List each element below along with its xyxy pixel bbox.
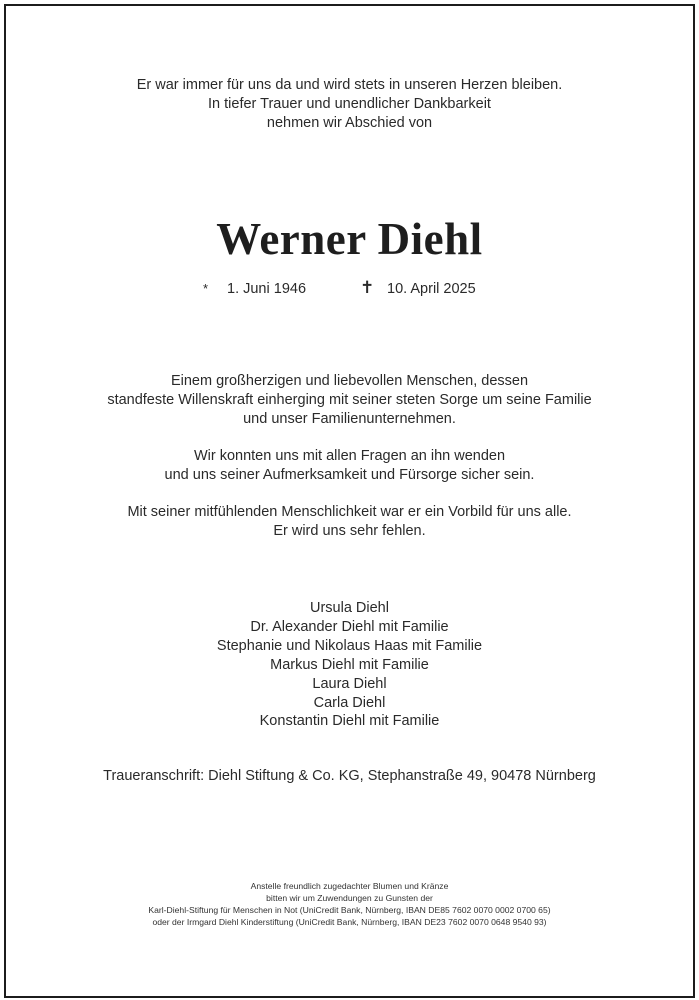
tribute-line: Einem großherzigen und liebevollen Menschen, dessen [170,373,529,389]
tribute-line: Wir konnten uns mit allen Fragen an ihn wenden [193,448,506,464]
intro-line: In tiefer Trauer und unendlicher Dankbarkeit [208,96,491,112]
birth-star-icon: * [203,281,209,296]
family-member: Ursula Diehl [310,600,389,616]
tribute-line: Mit seiner mitfühlenden Menschlichkeit war er ein Vorbild für uns alle. [127,504,572,520]
family-list [0,599,699,731]
donation-note [0,880,699,928]
death-cross-icon: ✝ [360,278,375,297]
birth-date: 1. Juni 1946 [227,281,307,297]
intro-text [0,76,699,133]
intro-line: nehmen wir Abschied von [266,115,433,131]
tribute-paragraph [0,372,699,429]
family-member: Markus Diehl mit Familie [270,656,429,673]
life-dates [0,279,699,301]
mourning-address: Traueranschrift: Diehl Stiftung & Co. KG, Stephanstraße 49, 90478 Nürnberg [103,768,596,784]
death-date: 10. April 2025 [387,281,476,297]
tribute-line: Er wird uns sehr fehlen. [273,523,426,539]
intro-line: Er war immer für uns da und wird stets in unseren Herzen bleiben. [136,77,563,93]
tribute-text [0,372,699,559]
family-member: Konstantin Diehl mit Familie [259,713,440,730]
donation-line: oder der Irmgard Diehl Kinderstiftung (UniCredit Bank, Nürnberg, IBAN DE23 7602 0070 0648 9540 93) [152,917,547,927]
family-member: Carla Diehl [313,694,386,711]
donation-line: Karl-Diehl-Stiftung für Menschen in Not (UniCredit Bank, Nürnberg, IBAN DE85 7602 0070 0002 0700 65) [148,905,551,915]
tribute-paragraph [0,447,699,485]
family-member: Laura Diehl [312,675,387,692]
donation-line: bitten wir um Zuwendungen zu Gunsten der [266,893,433,903]
family-member: Stephanie und Nikolaus Haas mit Familie [216,637,483,654]
tribute-line: standfeste Willenskraft einherging mit seiner steten Sorge um seine Familie [107,392,592,408]
tribute-line: und uns seiner Aufmerksamkeit und Fürsorge sicher sein. [164,467,535,483]
tribute-paragraph [0,503,699,541]
donation-line: Anstelle freundlich zugedachter Blumen und Kränze [250,881,449,891]
family-member: Dr. Alexander Diehl mit Familie [250,618,449,635]
deceased-name: Werner Diehl [216,214,483,264]
tribute-line: und unser Familienunternehmen. [243,411,456,427]
